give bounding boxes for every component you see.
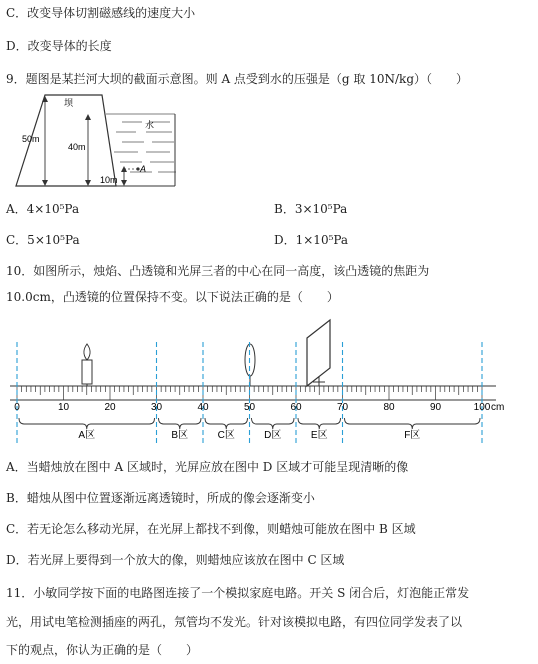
region-brace bbox=[159, 418, 202, 429]
candle bbox=[82, 344, 92, 386]
region-label: B区 bbox=[171, 430, 189, 441]
q10-option-d: D．若光屏上要得到一个放大的像，则蜡烛应该放在图中 C 区域 bbox=[6, 553, 345, 567]
tick-label: 0 bbox=[14, 402, 20, 413]
q11-line1: 11．小敏同学按下面的电路图连接了一个模拟家庭电路。开关 S 闭合后，灯泡能正常发 bbox=[6, 586, 470, 600]
q8-option-c: C．改变导体切割磁感线的速度大小 bbox=[6, 6, 196, 20]
q9-option-b: B．3×10⁵Pa bbox=[274, 202, 348, 216]
point-a-label: A bbox=[140, 164, 147, 174]
tick-label: 20 bbox=[104, 402, 116, 413]
tick-label: 100 bbox=[473, 402, 491, 413]
region-brace bbox=[345, 418, 481, 429]
region-brace bbox=[19, 418, 155, 429]
tick-label: 90 bbox=[429, 402, 442, 413]
region-brace bbox=[298, 418, 341, 429]
region-label: E区 bbox=[310, 430, 328, 441]
height-total-label: 50m bbox=[22, 134, 40, 144]
region-label: A区 bbox=[78, 430, 96, 441]
tick-label: 50 bbox=[243, 402, 256, 413]
q10-option-c: C．若无论怎么移动光屏，在光屏上都找不到像，则蜡烛可能放在图中 B 区域 bbox=[6, 522, 416, 536]
q9-option-a: A．4×10⁵Pa bbox=[6, 202, 80, 216]
tick-label: 30 bbox=[150, 402, 163, 413]
q9-option-c: C．5×10⁵Pa bbox=[6, 233, 80, 247]
q10-stem-line2: 10.0cm，凸透镜的位置保持不变。以下说法正确的是（ ） bbox=[6, 290, 339, 304]
light-screen bbox=[307, 320, 330, 386]
region-label: C区 bbox=[217, 430, 235, 441]
dam-figure bbox=[12, 92, 182, 192]
q8-option-d: D．改变导体的长度 bbox=[6, 39, 112, 53]
q10-stem-line1: 10．如图所示，烛焰、凸透镜和光屏三者的中心在同一高度，该凸透镜的焦距为 bbox=[6, 264, 430, 278]
flame-icon bbox=[84, 344, 90, 360]
optical-bench-figure bbox=[0, 314, 538, 452]
q10-option-a: A．当蜡烛放在图中 A 区域时，光屏应放在图中 D 区域才可能呈现清晰的像 bbox=[6, 460, 409, 474]
q9-option-d: D．1×10⁵Pa bbox=[274, 233, 349, 247]
ruler-unit: cm bbox=[491, 402, 505, 413]
water-label: 水 bbox=[145, 120, 155, 130]
height-water-label: 40m bbox=[68, 142, 86, 152]
tick-label: 40 bbox=[197, 402, 209, 413]
ruler-tick-labels bbox=[14, 402, 491, 413]
point-height-label: 10m bbox=[100, 175, 118, 185]
tick-label: 80 bbox=[383, 402, 395, 413]
q11-line3: 下的观点，你认为正确的是（ ） bbox=[6, 643, 199, 657]
q10-option-b: B．蜡烛从图中位置逐渐远离透镜时，所成的像会逐渐变小 bbox=[6, 491, 315, 505]
region-brace bbox=[205, 418, 248, 429]
q11-line2: 光，用试电笔检测插座的两孔，氖管均不发光。针对该模拟电路，有四位同学发表了以 bbox=[6, 615, 463, 629]
tick-label: 60 bbox=[290, 402, 302, 413]
tick-label: 70 bbox=[336, 402, 349, 413]
tick-label: 10 bbox=[57, 402, 70, 413]
dam-label: 坝 bbox=[64, 98, 74, 108]
region-label: F区 bbox=[404, 430, 421, 441]
q9-stem: 9．题图是某拦河大坝的截面示意图。则 A 点受到水的压强是（g 取 10N/kg）（ ） bbox=[6, 72, 469, 86]
region-label: D区 bbox=[264, 430, 282, 441]
region-brace bbox=[252, 418, 295, 429]
